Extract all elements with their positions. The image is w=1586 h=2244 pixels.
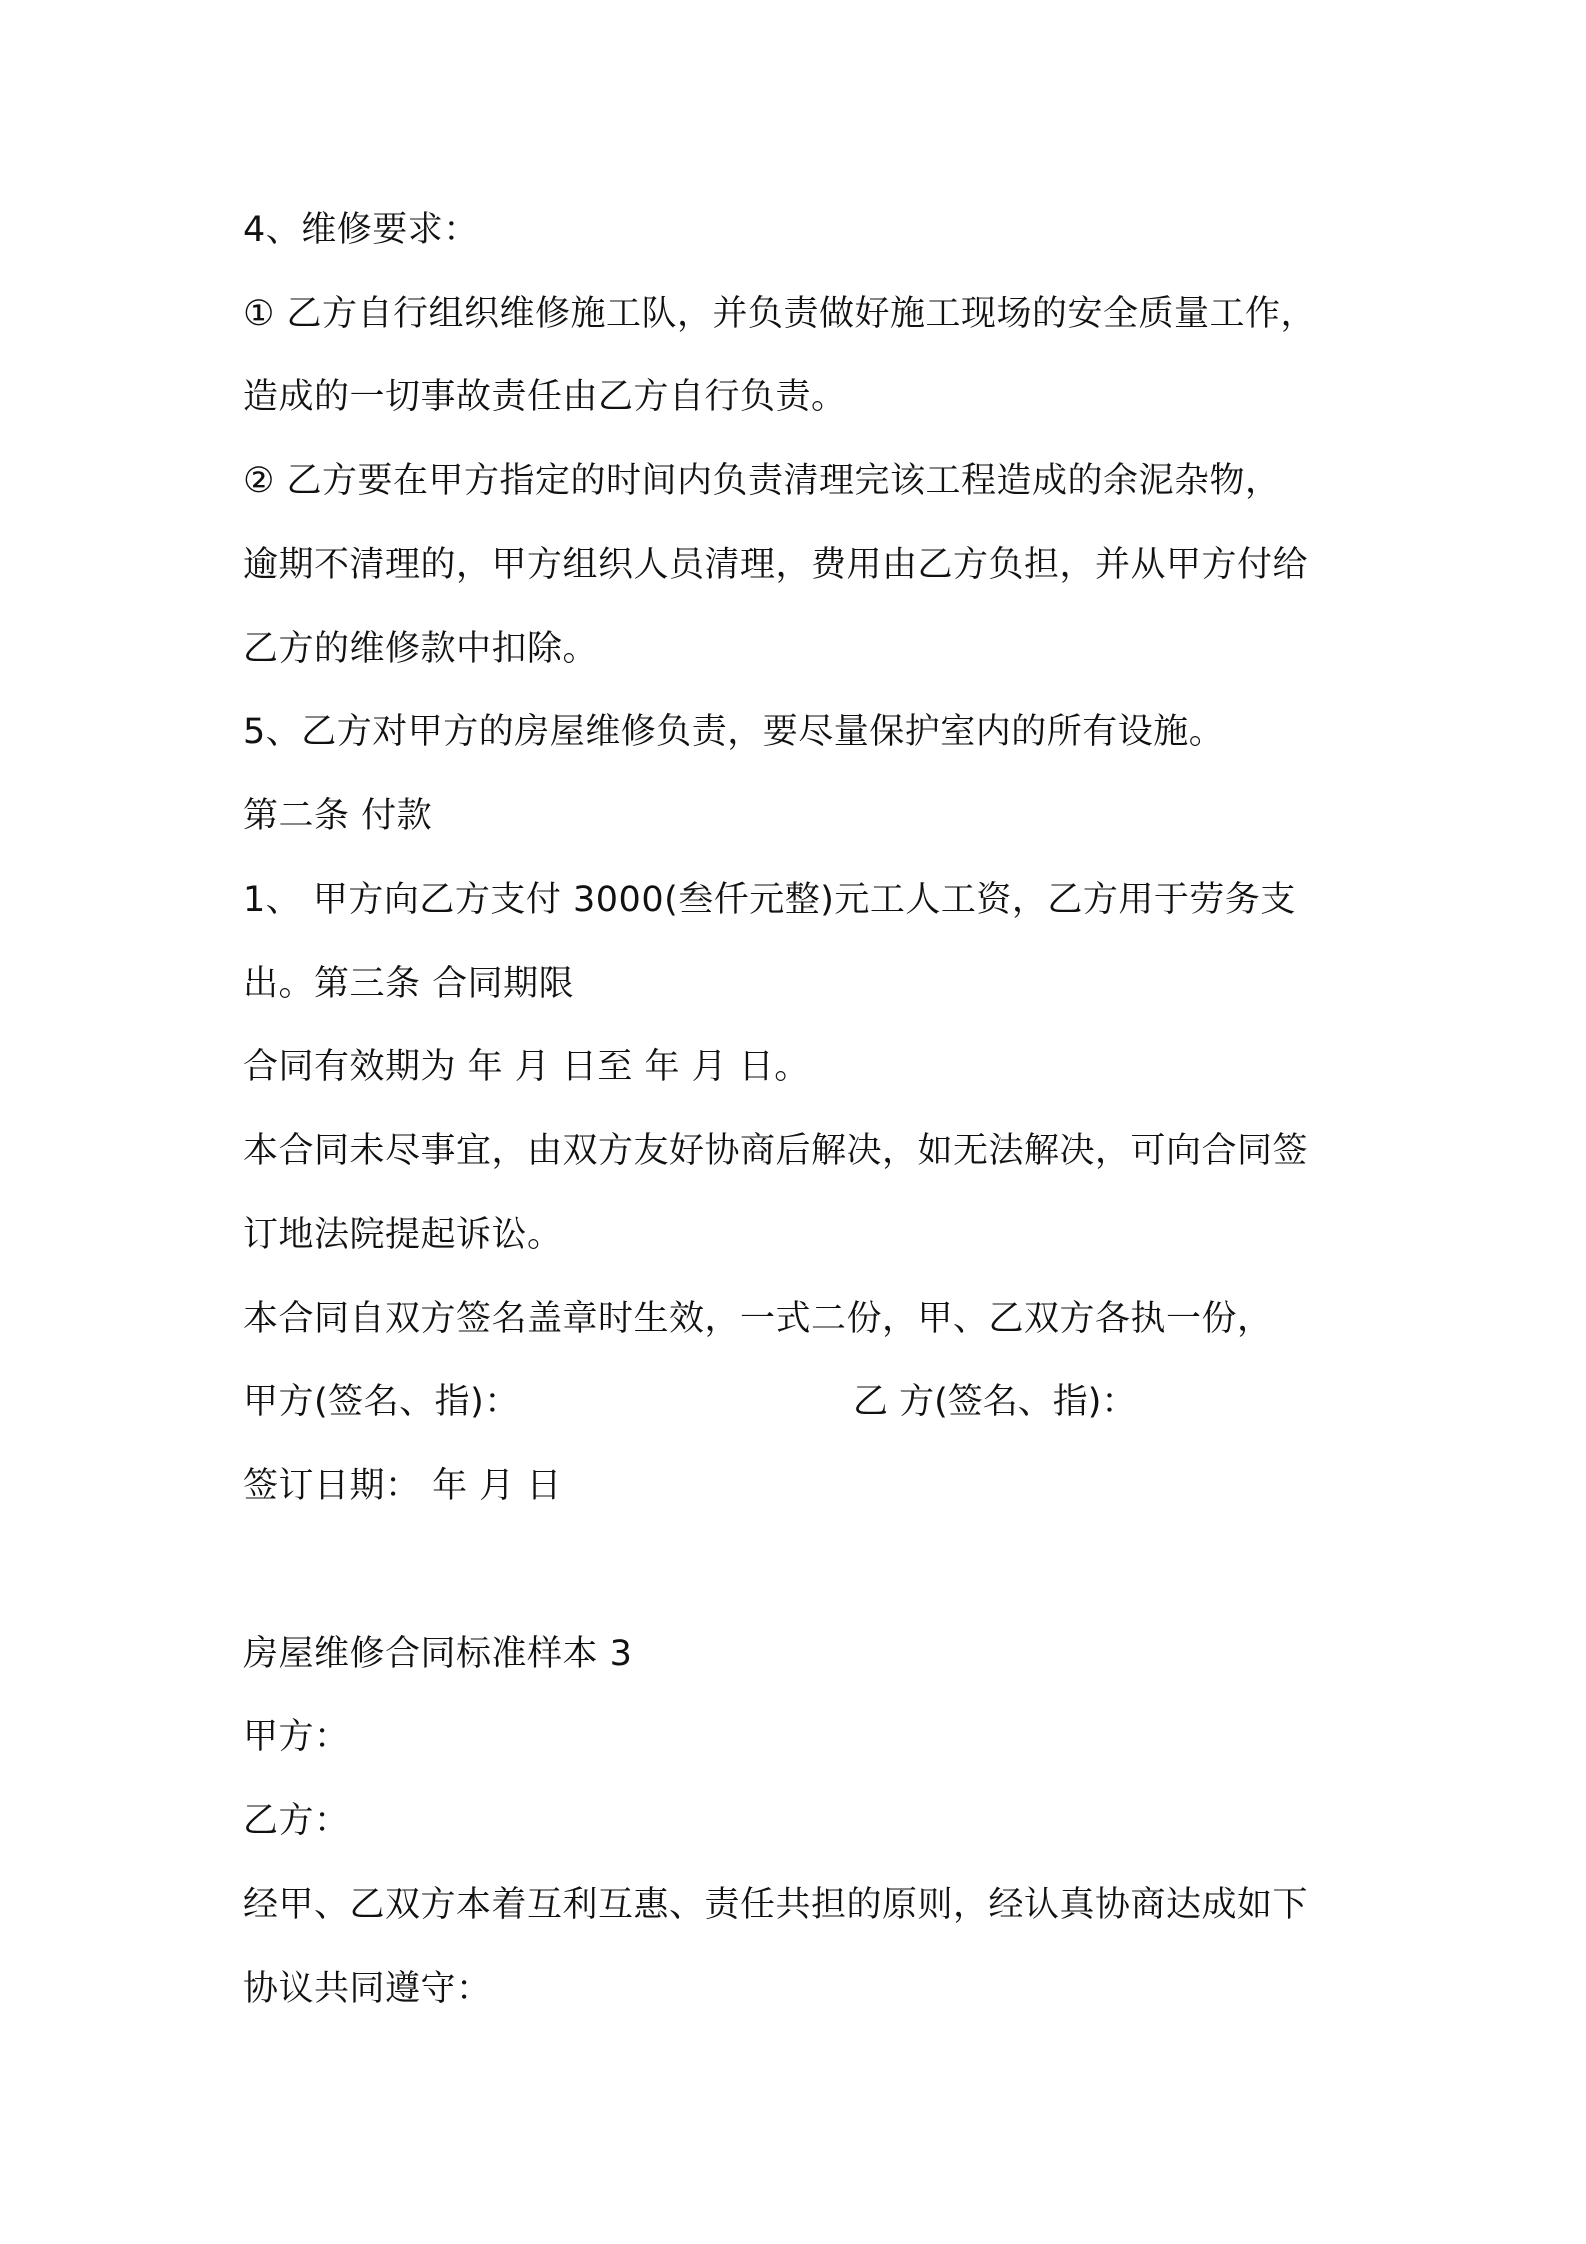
section-title: 房屋维修合同标准样本 3 [243,1634,633,1674]
payment-clause: 1、 甲方向乙方支付 3000(叁仟元整)元工人工资，乙方用于劳务支 [243,880,1296,920]
effectiveness-clause: 本合同自双方签名盖章时生效，一式二份，甲、乙双方各执一份， [243,1299,1273,1339]
section-intro: 经甲、乙双方本着互利互惠、责任共担的原则，经认真协商达成如下 [243,1885,1309,1925]
signature-party-a: 甲方(签名、指)： [243,1382,520,1422]
dispute-clause-continued: 订地法院提起诉讼。 [243,1215,563,1255]
repair-requirements-heading: 4、维修要求： [243,210,479,250]
payment-clause-continued: 出。第三条 合同期限 [243,964,575,1004]
clause-item-2-continued: 逾期不清理的，甲方组织人员清理，费用由乙方负担，并从甲方付给 [243,545,1309,585]
section-intro-continued: 协议共同遵守： [243,1969,492,2009]
signature-party-b: 乙 方(签名、指)： [853,1382,1137,1422]
section-party-b: 乙方： [243,1801,350,1841]
dispute-clause: 本合同未尽事宜，由双方友好协商后解决，如无法解决，可向合同签 [243,1131,1309,1171]
clause-item-1: ① 乙方自行组织维修施工队，并负责做好施工现场的安全质量工作， [243,294,1317,334]
section-party-a: 甲方： [243,1717,350,1757]
article-2-heading: 第二条 付款 [243,796,433,836]
clause-5: 5、乙方对甲方的房屋维修负责，要尽量保护室内的所有设施。 [243,712,1225,752]
contract-term: 合同有效期为 年 月 日至 年 月 日。 [243,1047,810,1087]
clause-item-1-continued: 造成的一切事故责任由乙方自行负责。 [243,377,847,417]
clause-item-2: ② 乙方要在甲方指定的时间内负责清理完该工程造成的余泥杂物， [243,461,1281,501]
clause-item-2-end: 乙方的维修款中扣除。 [243,629,599,669]
sign-date: 签订日期： 年 月 日 [243,1466,562,1506]
